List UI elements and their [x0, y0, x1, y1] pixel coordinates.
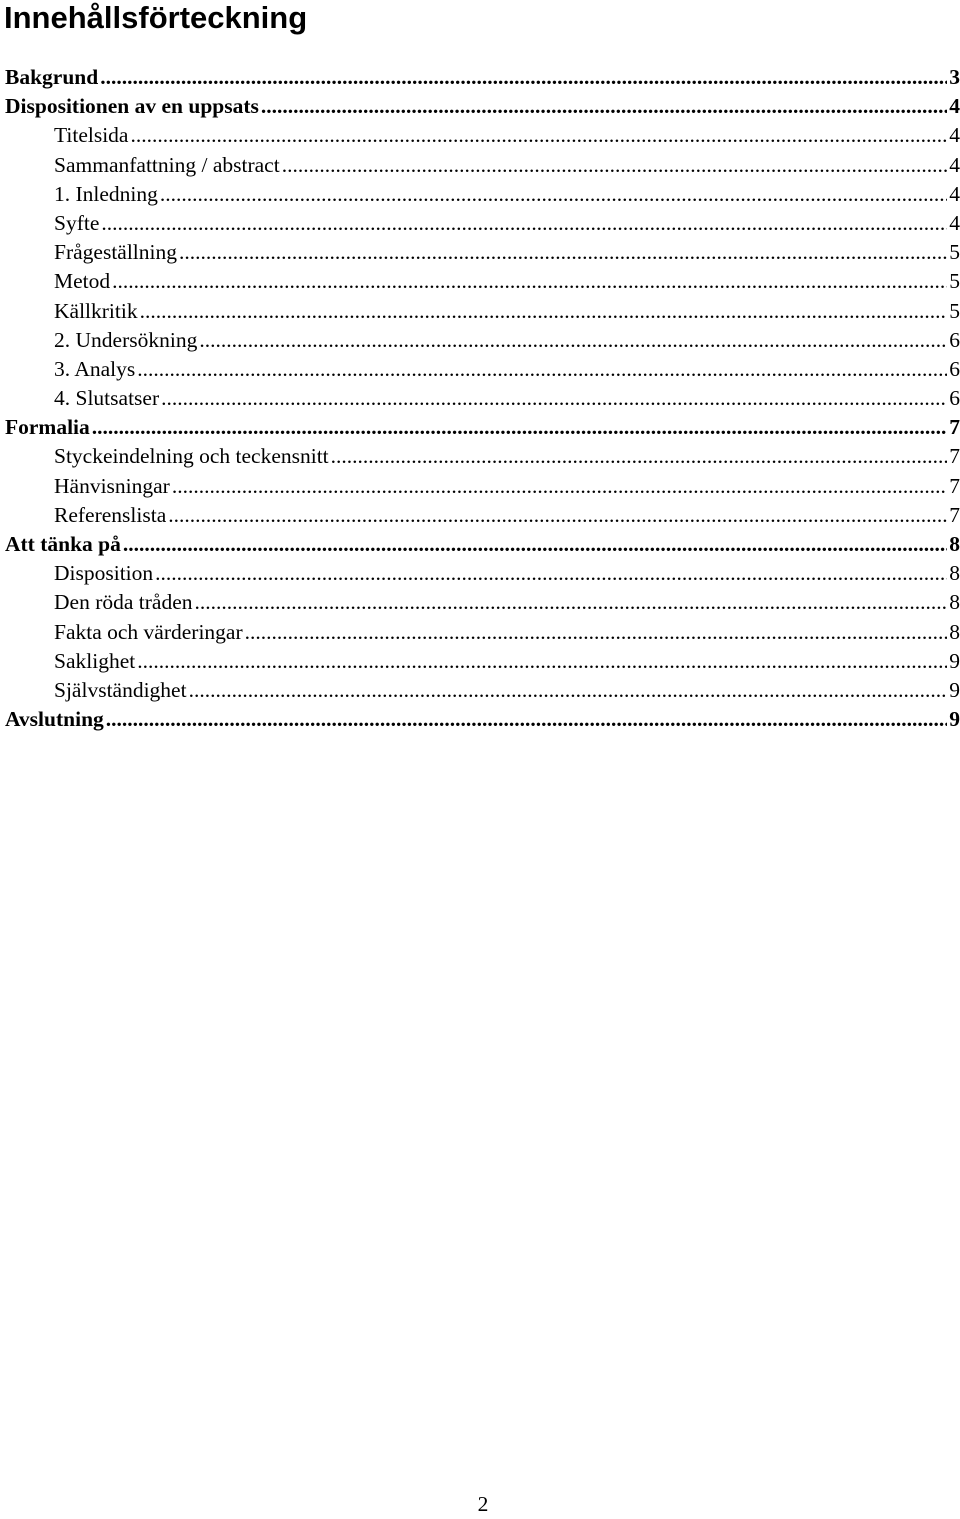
toc-entry-label: Syfte	[54, 210, 100, 235]
toc-entry-label: Självständighet	[54, 677, 187, 702]
toc-dot-leader	[137, 355, 947, 384]
toc-entry-label: Saklighet	[54, 648, 136, 673]
toc-entry-page: 4	[949, 94, 960, 119]
toc-entry-label: Avslutning	[5, 707, 104, 732]
toc-entry-page: 8	[949, 532, 960, 556]
toc-entry[interactable]	[0, 267, 960, 296]
toc-dot-leader	[137, 647, 947, 676]
toc-dot-leader	[189, 676, 948, 705]
toc-entry-label: Sammanfattning / abstract	[54, 152, 280, 177]
toc-entry-label: 1. Inledning	[54, 181, 158, 206]
toc-entry-page: 8	[949, 619, 960, 644]
toc-entry[interactable]	[0, 180, 960, 209]
toc-title: Innehållsförteckning	[4, 0, 308, 35]
toc-entry-label: Formalia	[5, 415, 90, 440]
toc-entry-page: 7	[949, 444, 960, 469]
toc-dot-leader	[245, 618, 948, 647]
toc-entry[interactable]	[0, 472, 960, 501]
page-number: 2	[477, 1492, 489, 1516]
toc-dot-leader	[331, 442, 948, 471]
toc-dot-leader	[282, 151, 948, 180]
toc-dot-leader	[161, 384, 947, 413]
toc-entry-page: 6	[949, 356, 960, 381]
toc-entry-page: 9	[949, 677, 960, 702]
toc-entry-page: 4	[949, 181, 960, 206]
toc-entry-page: 5	[949, 269, 960, 294]
toc-entry[interactable]	[0, 618, 960, 647]
toc-entry-page: 5	[949, 298, 960, 323]
toc-entry[interactable]	[0, 297, 960, 326]
toc-entry-label: Att tänka på	[5, 532, 121, 556]
toc-entry-label: Hänvisningar	[54, 473, 170, 498]
toc-entry[interactable]	[0, 413, 960, 442]
toc-entry-label: 2. Undersökning	[54, 327, 198, 352]
toc-entry[interactable]	[0, 92, 960, 121]
toc-entry-label: 3. Analys	[54, 356, 136, 381]
toc-entry[interactable]	[0, 501, 960, 530]
toc-dot-leader	[195, 588, 948, 617]
toc-dot-leader	[106, 705, 947, 734]
toc-entry[interactable]	[0, 355, 960, 384]
toc-dot-leader	[100, 63, 947, 92]
toc-entry-label: Metod	[54, 269, 111, 294]
toc-dot-leader	[168, 501, 947, 530]
table-of-contents	[0, 63, 960, 734]
toc-dot-leader	[261, 92, 947, 121]
toc-entry[interactable]	[0, 209, 960, 238]
toc-entry[interactable]	[0, 238, 960, 267]
toc-dot-leader	[123, 530, 947, 559]
toc-entry-page: 7	[949, 415, 960, 440]
toc-entry-page: 4	[949, 210, 960, 235]
toc-entry-label: Styckeindelning och teckensnitt	[54, 444, 329, 469]
toc-entry-label: Frågeställning	[54, 240, 178, 265]
toc-dot-leader	[130, 121, 947, 150]
toc-dot-leader	[112, 267, 947, 296]
toc-entry-label: Disposition	[54, 561, 154, 586]
toc-entry[interactable]	[0, 676, 960, 705]
toc-entry[interactable]	[0, 442, 960, 471]
toc-dot-leader	[179, 238, 947, 267]
toc-dot-leader	[172, 472, 947, 501]
toc-entry-page: 8	[949, 561, 960, 586]
toc-dot-leader	[199, 326, 947, 355]
toc-entry-page: 4	[949, 123, 960, 148]
toc-entry[interactable]	[0, 151, 960, 180]
toc-entry-page: 6	[949, 327, 960, 352]
toc-dot-leader	[101, 209, 947, 238]
toc-entry-page: 5	[949, 240, 960, 265]
toc-entry[interactable]	[0, 530, 960, 559]
toc-entry-label: Fakta och värderingar	[54, 619, 243, 644]
toc-dot-leader	[155, 559, 947, 588]
toc-entry[interactable]	[0, 326, 960, 355]
toc-entry[interactable]	[0, 63, 960, 92]
toc-entry-page: 3	[949, 65, 960, 89]
toc-entry-page: 9	[949, 648, 960, 673]
toc-entry-page: 7	[949, 473, 960, 498]
toc-entry-page: 8	[949, 590, 960, 615]
toc-entry[interactable]	[0, 384, 960, 413]
toc-entry-label: Den röda tråden	[54, 590, 193, 615]
toc-dot-leader	[140, 297, 948, 326]
toc-entry[interactable]	[0, 559, 960, 588]
toc-entry[interactable]	[0, 647, 960, 676]
toc-entry-page: 9	[949, 707, 960, 732]
toc-dot-leader	[160, 180, 947, 209]
toc-entry-label: Källkritik	[54, 298, 138, 323]
toc-entry-page: 7	[949, 502, 960, 527]
toc-entry-label: Titelsida	[54, 123, 129, 148]
toc-entry[interactable]	[0, 705, 960, 734]
toc-entry-page: 4	[949, 152, 960, 177]
toc-entry-label: Dispositionen av en uppsats	[5, 94, 259, 119]
toc-entry[interactable]	[0, 588, 960, 617]
toc-entry[interactable]	[0, 121, 960, 150]
toc-entry-label: Bakgrund	[5, 65, 99, 89]
toc-entry-label: Referenslista	[54, 502, 167, 527]
toc-entry-page: 6	[949, 386, 960, 411]
toc-dot-leader	[92, 413, 947, 442]
toc-entry-label: 4. Slutsatser	[54, 386, 160, 411]
